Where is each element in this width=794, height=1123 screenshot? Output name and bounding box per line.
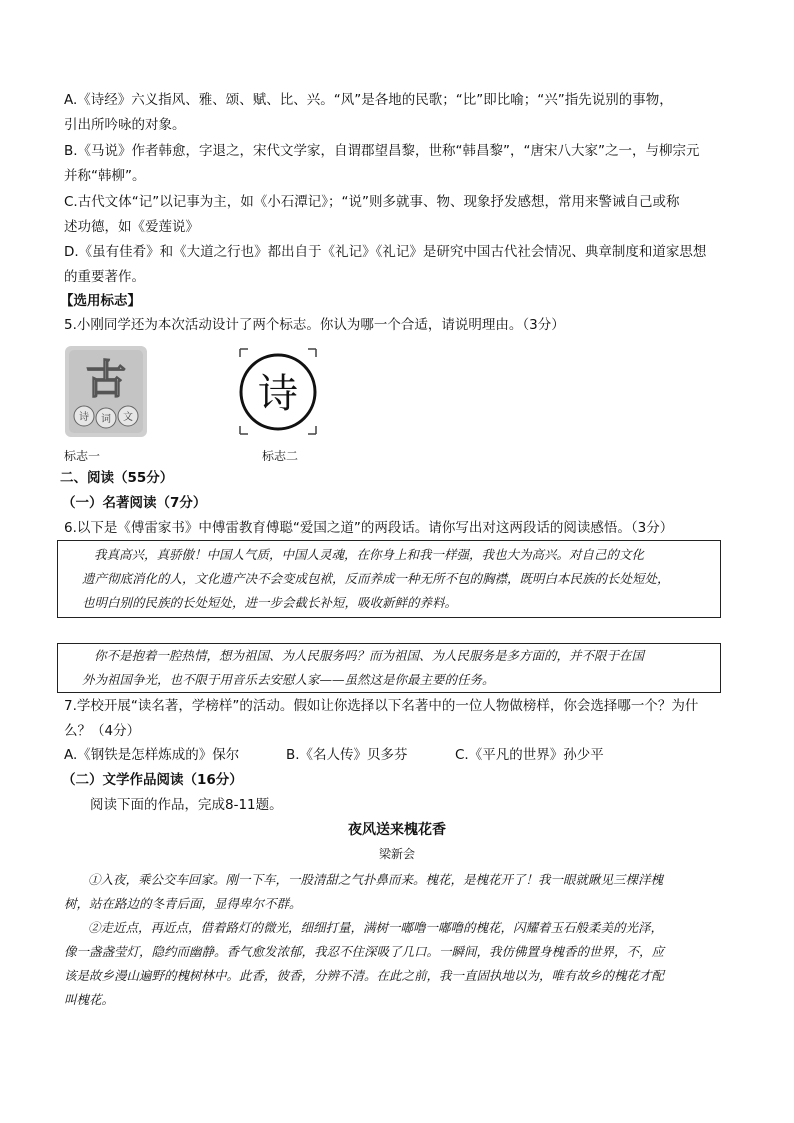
logo-two-char: 诗 (258, 371, 298, 417)
logo-section-heading: 【选用标志】 (60, 293, 141, 309)
logo-one-image (64, 345, 148, 438)
question-7-line1: 7.学校开展“读名著，学榜样”的活动。假如让你选择以下名著中的一位人物做榜样，你会选择哪一个？为什 (64, 698, 699, 714)
logo-one-char: 古 (86, 356, 126, 403)
option-d-line2: 的重要著作。 (64, 269, 145, 285)
option-b-line2: 并称“韩柳”。 (64, 168, 146, 184)
question-7-option-a: A.《钢铁是怎样炼成的》保尔 (64, 747, 240, 763)
option-d-line1: D.《虽有佳肴》和《大道之行也》都出自于《礼记》《礼记》是研究中国古代社会情况、典章制度和道家思想 (64, 244, 707, 260)
question-7-option-c: C.《平凡的世界》孙少平 (455, 747, 604, 763)
paragraph-1-line-2: 树，站在路边的冬青后面，显得卑尔不群。 (64, 896, 302, 911)
option-c-line2: 述功德，如《爱莲说》 (64, 219, 199, 235)
logo-one-caption: 标志一 (64, 449, 101, 463)
paragraph-2-line-1: ②走近点，再近点，借着路灯的微光，细细打量，满树一嘟噜一嘟噜的槐花，闪耀着玉石般柔美的光泽， (88, 920, 664, 935)
paragraph-2-line-4: 叫槐花。 (64, 992, 115, 1007)
quote-box-1-line-1: 我真高兴，真骄傲！中国人气质，中国人灵魂，在你身上和我一样强，我也大为高兴。对自己的文化 (94, 547, 645, 562)
article-title: 夜风送来槐花香 (348, 822, 446, 838)
logo-one-sub-1: 诗 (79, 412, 89, 423)
option-a-line2: 引出所吟咏的对象。 (64, 117, 186, 133)
quote-box-2-line-2: 外为祖国争光，也不限于用音乐去安慰人家——虽然这是你最主要的任务。 (82, 672, 495, 687)
quote-box-2 (57, 643, 721, 693)
paragraph-1-line-1: ①入夜，乘公交车回家。刚一下车，一股清甜之气扑鼻而来。槐花，是槐花开了！我一眼就瞅见三棵洋槐 (88, 872, 664, 887)
quote-box-1-line-3: 也明白别的民族的长处短处，进一步会截长补短，吸收新鲜的养料。 (82, 595, 458, 610)
paragraph-2-line-3: 该是故乡漫山遍野的槐树林中。此香，彼香，分辨不清。在此之前，我一直固执地以为，唯有故乡的槐花才配 (64, 968, 665, 983)
question-7-option-b: B.《名人传》贝多芬 (286, 747, 408, 763)
logo-two-caption: 标志二 (262, 449, 299, 463)
literary-reading-heading: （二）文学作品阅读（16分） (62, 772, 243, 788)
option-b-line1: B.《马说》作者韩愈，字退之，宋代文学家，自谓郡望昌黎，世称“韩昌黎”，“唐宋八大家”之一，与柳宗元 (64, 143, 700, 159)
article-author: 梁新会 (378, 847, 415, 861)
logo-one-sub-3: 文 (123, 412, 133, 423)
option-c-line1: C.古代文体“记”以记事为主，如《小石潭记》；“说”则多就事、物、现象抒发感想，常用来警诫自己或称 (64, 194, 680, 210)
quote-box-2-line-1: 你不是抱着一腔热情，想为祖国、为人民服务吗？而为祖国、为人民服务是多方面的，并不限于在国 (94, 648, 645, 663)
quote-box-1-line-2: 遗产彻底消化的人，文化遗产决不会变成包袱，反而养成一种无所不包的胸襟，既明白本民族的长处短处， (82, 571, 670, 586)
logo-two-image (236, 345, 320, 438)
classic-reading-heading: （一）名著阅读（7分） (62, 495, 207, 511)
reading-instruction: 阅读下面的作品，完成8-11题。 (90, 797, 283, 813)
quote-box-1 (57, 540, 721, 618)
question-6: 6.以下是《傅雷家书》中傅雷教育傅聪“爱国之道”的两段话。请你写出对这两段话的阅读感悟。（3分） (64, 520, 674, 536)
option-a-line1: A.《诗经》六义指风、雅、颂、赋、比、兴。“风”是各地的民歌；“比”即比喻；“兴”指先说别的事物， (64, 92, 673, 108)
logo-one-sub-2: 词 (101, 414, 111, 425)
question-5: 5.小刚同学还为本次活动设计了两个标志。你认为哪一个合适，请说明理由。（3分） (64, 317, 565, 333)
reading-heading: 二、阅读（55分） (60, 470, 174, 486)
paragraph-2-line-2: 像一盏盏莹灯，隐约而幽静。香气愈发浓郁，我忍不住深吸了几口。一瞬间，我仿佛置身槐香的世界，不，应 (64, 944, 665, 959)
question-7-line2: 么？（4分） (64, 723, 141, 739)
